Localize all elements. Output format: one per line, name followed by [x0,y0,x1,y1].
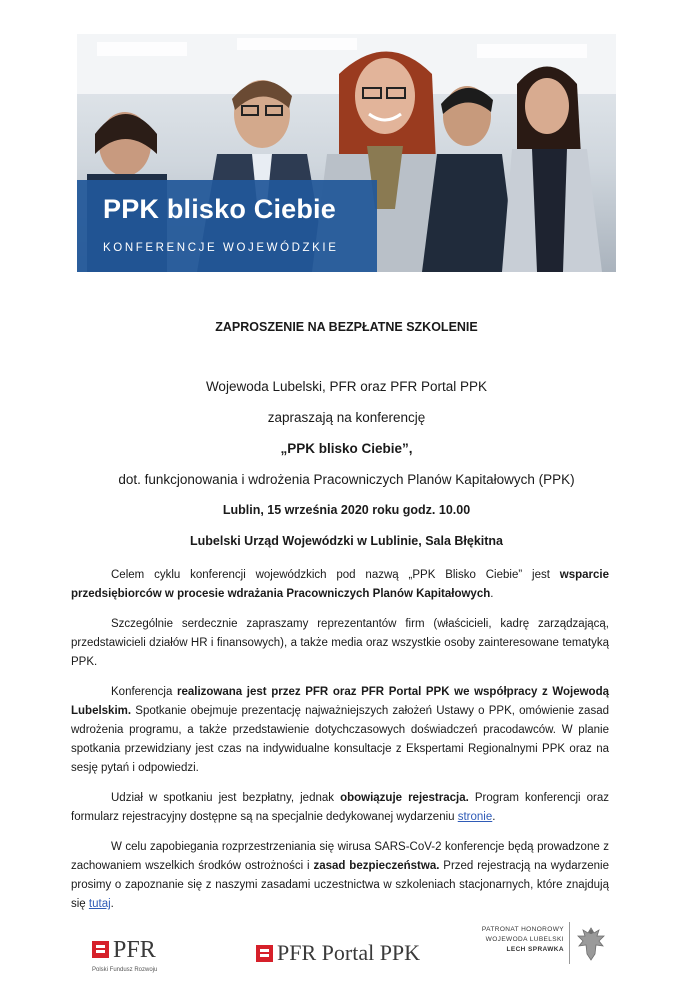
bold-span: obowiązuje rejestracja. [340,792,469,804]
pfr-logo [92,937,158,973]
bold-span: zasad bezpieczeństwa. [313,860,440,872]
banner-title: PPK blisko Ciebie [103,194,336,224]
patronat-line-1: PATRONAT HONOROWY [481,926,564,933]
organizers-line: Wojewoda Lubelski, PFR oraz PFR Portal PPK [205,379,488,394]
paragraph-goal [71,566,609,604]
paragraph-audience: Szczególnie serdecznie zapraszamy reprezentantów firm (właścicieli, kadrę zarządzającą, przedstawicieli działów HR i finansowych), a także media oraz wszystkie osoby zainteresowane tematyką PPK. [71,618,609,668]
patronat-divider [569,922,570,964]
invite-line: zapraszają na konferencję [267,410,426,425]
portal-logo-icon [256,945,273,962]
event-page-link[interactable]: stronie [457,811,493,823]
bold-span: wsparcie przedsiębiorców w procesie wdrażania Pracowniczych Planów Kapitałowych [71,569,609,600]
bold-span: realizowana jest przez PFR oraz PFR Portal PPK we współpracy z Wojewodą Lubelskim. [71,686,609,717]
event-date-time: Lublin, 15 września 2020 roku godz. 10.00 [222,503,471,517]
text-span: W celu zapobiegania rozprzestrzeniania się wirusa SARS-CoV-2 konferencje będą prowadzone z zachowaniem wszelkich środków ostrożności i [71,841,609,872]
pfr-portal-ppk-logo [256,941,420,965]
event-topic: dot. funkcjonowania i wdrożenia Pracowniczych Planów Kapitałowych (PPK) [118,472,575,487]
header-banner [77,34,616,272]
pfr-logo-text: PFR [113,937,156,963]
banner-title-panel [77,180,377,272]
event-venue: Lubelski Urząd Wojewódzki w Lublinie, Sala Błękitna [189,534,504,548]
patronat-line-3: LECH SPRAWKA [506,946,564,953]
paragraph-registration [71,789,609,827]
text-span: Przed rejestracją na wydarzenie prosimy o zapoznanie się z naszymi zasadami uczestnictwa w szkoleniach stacjonarnych, które znajdują się [71,860,609,910]
text-span: Program konferencji oraz formularz rejestracyjny dostępne są na specjalnie dedykowanej wydarzeniu [71,792,609,823]
portal-logo-text: PFR Portal PPK [277,940,421,965]
paragraph-organization [71,683,609,778]
paragraph-safety [71,838,609,914]
banner-subtitle: KONFERENCJE WOJEWÓDZKIE [103,242,339,254]
text-span: Udział w spotkaniu jest bezpłatny, jednak [111,792,341,804]
text-span: Celem cyklu konferencji wojewódzkich pod nazwą „PPK Blisko Ciebie” jest [111,569,560,581]
pfr-logo-subtitle: Polski Fundusz Rozwoju [92,967,158,973]
text-span: . [492,811,496,823]
text-span: . [490,588,494,600]
eagle-emblem-icon [575,924,607,964]
text-span: . [110,898,114,910]
patronat-line-2: WOJEWODA LUBELSKI [485,936,564,943]
body-text [71,566,609,925]
event-name: „PPK blisko Ciebie”, [280,441,413,456]
rules-link[interactable]: tutaj [88,898,111,910]
document-heading: ZAPROSZENIE NA BEZPŁATNE SZKOLENIE [215,320,478,334]
text-span: Spotkanie obejmuje prezentację najważniejszych założeń Ustawy o PPK, omówienie zasad wdrożenia programu, a także przedstawienie dotychczasowych doświadczeń pracodawców. W planie spotkania przewidziany jest czas na indywidualne konsultacje z Ekspertami Regionalnymi PPK oraz na sesję pytań i odpowiedzi. [71,705,609,774]
pfr-logo-icon [92,941,109,958]
text-span: Konferencja [111,686,177,698]
honorary-patronage [470,925,564,955]
